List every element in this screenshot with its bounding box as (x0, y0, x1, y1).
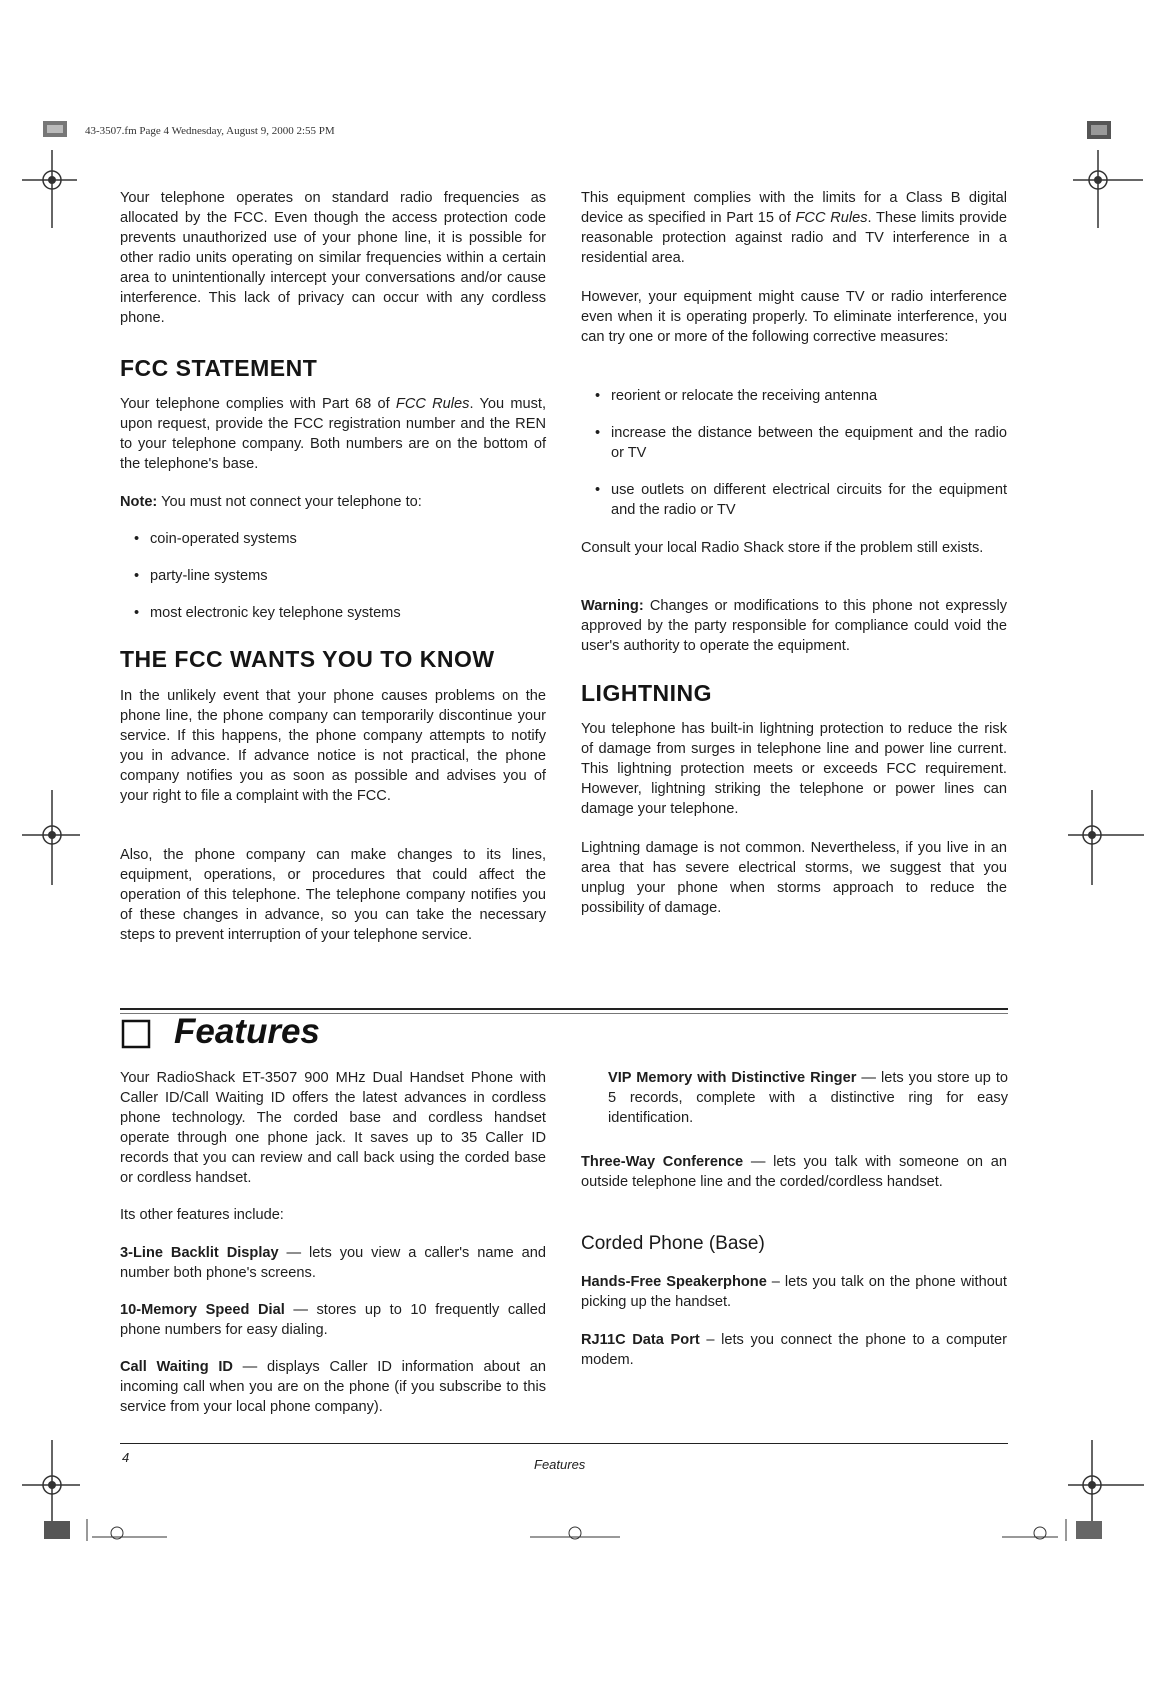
feature-item (581, 1272, 1007, 1312)
lightning-heading: LIGHTNING (581, 680, 712, 706)
bottom-center-mark-icon (525, 1515, 625, 1545)
feature-item (581, 1152, 1007, 1192)
registration-target-icon (22, 150, 82, 230)
feature-text: — stores up to 10 frequently called phone numbers for easy dialing. (120, 1302, 546, 1338)
connection-restrictions-list (120, 529, 546, 623)
feature-label: Three-Way Conference (581, 1154, 744, 1170)
feature-item (120, 1357, 546, 1417)
bottom-crop-mark-icon (42, 1515, 172, 1545)
class-b-paragraph (581, 188, 1007, 268)
feature-text: — lets you talk with someone on an outside telephone line and the corded/cordless handset. (581, 1154, 1007, 1190)
list-item: • reorient or relocate the receiving antenna (581, 386, 1007, 406)
fcc-wants-paragraph-1: In the unlikely event that your phone causes problems on the phone line, the phone company can temporarily discontinue your service. If this happens, the phone company attempts to notify you in advance. If advance notice is not practical, the phone company notifies you as soon as possible and advises you of your right to file a complaint with the FCC. (120, 688, 546, 804)
list-item: • increase the distance between the equipment and the radio or TV (581, 423, 1007, 463)
note-label: Note: (120, 494, 158, 510)
fcc-wants-paragraph-2: Also, the phone company can make changes to its lines, equipment, operations, or procedures that could affect the operation of this telephone. The telephone company notifies you of these changes in advance, so you can take the necessary steps to prevent interruption of your telephone service. (120, 847, 546, 943)
feature-text: — lets you store up to 5 records, complete with a distinctive ring for easy identification. (608, 1070, 1009, 1126)
list-item: • use outlets on different electrical circuits for the equipment and the radio or TV (581, 480, 1007, 520)
features-intro-paragraph: Your RadioShack ET-3507 900 MHz Dual Handset Phone with Caller ID/Call Waiting ID offers the latest advances in cordless phone technology. The corded base and cordless handset operate through one phone jack. It saves up to 35 Caller ID records that you can review and call back using the corded base or cordless handset. (120, 1070, 546, 1186)
footer-section-name: Features (534, 1457, 586, 1472)
consult-paragraph: Consult your local Radio Shack store if the problem still exists. (581, 540, 984, 556)
fcc-rules-ref: FCC Rules (795, 210, 868, 226)
feature-item (581, 1330, 1007, 1370)
class-b-text: This equipment complies with the limits for a Class B digital device as specified in Part 15 of (581, 190, 1007, 226)
fcc-rules-ref: FCC Rules (395, 396, 470, 412)
feature-text: — displays Caller ID information about an incoming call when you are on the phone (if you subscribe to this service from your local phone company). (120, 1359, 546, 1415)
fcc-statement-text: Your telephone complies with Part 68 of (120, 396, 396, 412)
feature-text: – lets you talk on the phone without picking up the handset. (581, 1274, 1007, 1310)
feature-item (120, 1243, 546, 1283)
registration-target-icon (1068, 150, 1148, 230)
feature-label: RJ11C Data Port (581, 1332, 700, 1348)
feature-label: VIP Memory with Distinctive Ringer (608, 1070, 857, 1086)
checkbox-square-icon (120, 1018, 156, 1054)
feature-label: 3-Line Backlit Display (120, 1245, 279, 1261)
corded-phone-heading: Corded Phone (Base) (581, 1233, 765, 1254)
interference-paragraph: However, your equipment might cause TV or radio interference even when it is operating properly. To eliminate interference, you can try one or more of the following corrective measures: (581, 289, 1007, 345)
corrective-measures-list (581, 386, 1007, 520)
lightning-paragraph-1: You telephone has built-in lightning protection to reduce the risk of damage from surges in telephone line and power line current. This lightning protection meets or exceeds FCC requirement. However, lightning striking the telephone or power lines can damage your telephone. (581, 721, 1007, 817)
feature-text: — lets you view a caller's name and number both phone's screens. (120, 1245, 546, 1281)
list-item: • most electronic key telephone systems (120, 603, 546, 623)
feature-item (120, 1300, 546, 1340)
fcc-statement-text: . You must, upon request, provide the FCC registration number and the REN to your telephone company. Both numbers are on the bottom of the telephone's base. (120, 396, 547, 472)
registration-target-icon (1068, 790, 1148, 890)
feature-text: – lets you connect the phone to a computer modem. (581, 1332, 1007, 1368)
bottom-crop-mark-icon (1000, 1515, 1115, 1545)
list-item: • party-line systems (120, 566, 546, 586)
feature-item (608, 1068, 1008, 1128)
list-item: • coin-operated systems (120, 529, 546, 549)
footer-rule (120, 1443, 1008, 1444)
feature-label: Hands-Free Speakerphone (581, 1274, 767, 1290)
grey-crop-block-icon (1086, 118, 1114, 142)
fcc-statement-heading: FCC STATEMENT (120, 355, 318, 381)
class-b-text: . These limits provide reasonable protection against radio and TV interference in a residential area. (581, 210, 1008, 266)
section-divider (120, 1008, 1008, 1010)
fcc-statement-paragraph (120, 394, 546, 474)
registration-target-icon (22, 790, 82, 890)
grey-crop-block-icon (42, 118, 70, 140)
feature-label: 10-Memory Speed Dial (120, 1302, 285, 1318)
fcc-wants-heading: THE FCC WANTS YOU TO KNOW (120, 646, 495, 672)
note-paragraph (120, 492, 546, 512)
header-file-info: 43-3507.fm Page 4 Wednesday, August 9, 2000 2:55 PM (85, 125, 335, 137)
print-header (85, 125, 335, 137)
warning-text: Changes or modifications to this phone not expressly approved by the party responsible for compliance could void the user's authority to operate the equipment. (581, 598, 1007, 654)
feature-label: Call Waiting ID (120, 1359, 233, 1375)
intro-paragraph: Your telephone operates on standard radio frequencies as allocated by the FCC. Even though the access protection code prevents unauthorized use of your phone line, it is possible for other radio units operating on similar frequencies within a certain area to unintentionally intercept your conversations and/or cause interference. This lack of privacy can occur with any cordless phone. (120, 190, 546, 326)
page-number: 4 (122, 1450, 130, 1465)
features-other-paragraph: Its other features include: (120, 1207, 284, 1223)
note-text: You must not connect your telephone to: (157, 494, 422, 510)
lightning-paragraph-2: Lightning damage is not common. Nevertheless, if you live in an area that has severe electrical storms, we suggest that you unplug your phone when storms approach to reduce the possibility of damage. (581, 840, 1007, 916)
warning-label: Warning: (581, 598, 644, 614)
features-title: Features (174, 1012, 320, 1051)
warning-paragraph (581, 596, 1007, 656)
